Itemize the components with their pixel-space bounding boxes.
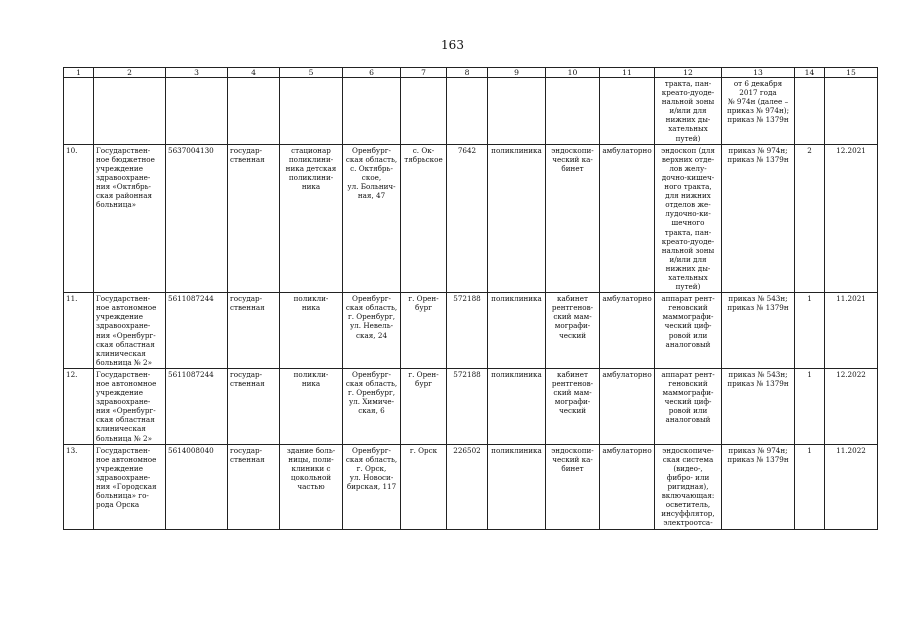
unit-cell: поликлиника [488,444,546,529]
page-number: 163 [441,38,464,52]
care-form-cell: амбулаторно [600,144,655,293]
row-number-cell: 10. [64,144,94,293]
settlement-cell: г. Орен- бург [401,293,447,369]
table-row [64,368,878,444]
column-header: 7 [401,68,447,78]
column-header: 14 [795,68,825,78]
date-cell: 12.2021 [825,144,878,293]
column-header: 12 [655,68,722,78]
date-cell: 11.2021 [825,293,878,369]
institution-name-cell: Государствен- ное автономное учреждение здравоохране- ния «Оренбург- ская областная клиническая больница № 2» [94,293,166,369]
date-cell [825,78,878,145]
order-cell: приказ № 543н; приказ № 1379н [722,293,795,369]
quantity-cell: 1 [795,368,825,444]
tax-id-cell: 5637004130 [166,144,228,293]
room-cell: кабинет рентгенов- ский мам- мографи- ческий [546,368,600,444]
tax-id-cell: 5611087244 [166,293,228,369]
row-number-cell [64,78,94,145]
tax-id-cell [166,78,228,145]
population-cell: 572188 [447,293,488,369]
ownership-cell [228,78,280,145]
institution-name-cell: Государствен- ное бюджетное учреждение здравоохране- ния «Октябрь- ская районная больница» [94,144,166,293]
table-row [64,144,878,293]
column-header: 5 [280,68,343,78]
ownership-cell: государ- ственная [228,368,280,444]
facility-cell: поликли- ника [280,293,343,369]
institution-name-cell: Государствен- ное автономное учреждение здравоохране- ния «Оренбург- ская областная клиническая больница № 2» [94,368,166,444]
equipment-cell: аппарат рент- геновский маммографи- ческий циф- ровой или аналоговый [655,368,722,444]
settlement-cell: с. Ок- тябрьское [401,144,447,293]
address-cell: Оренбург- ская область, с. Октябрь- ское, ул. Больнич- ная, 47 [343,144,401,293]
order-cell: от 6 декабря 2017 года № 974н (далее – приказ № 974н); приказ № 1379н [722,78,795,145]
quantity-cell: 1 [795,444,825,529]
column-header: 3 [166,68,228,78]
room-cell [546,78,600,145]
equipment-cell: аппарат рент- геновский маммографи- ческий циф- ровой или аналоговый [655,293,722,369]
row-number-cell: 12. [64,368,94,444]
population-cell: 572188 [447,368,488,444]
column-header: 1 [64,68,94,78]
column-header: 4 [228,68,280,78]
unit-cell [488,78,546,145]
date-cell: 12.2022 [825,368,878,444]
equipment-cell: эндоскопиче- ская система (видео-, фибро- или ригидная), включающая: осветитель, инсуффлятор, электроотса- [655,444,722,529]
column-header: 6 [343,68,401,78]
order-cell: приказ № 974н; приказ № 1379н [722,144,795,293]
column-header: 8 [447,68,488,78]
quantity-cell [795,78,825,145]
unit-cell: поликлиника [488,293,546,369]
unit-cell: поликлиника [488,144,546,293]
quantity-cell: 2 [795,144,825,293]
care-form-cell: амбулаторно [600,444,655,529]
facility-cell [280,78,343,145]
unit-cell: поликлиника [488,368,546,444]
tax-id-cell: 5611087244 [166,368,228,444]
room-cell: эндоскопи- ческий ка- бинет [546,444,600,529]
registry-table [63,67,878,530]
row-number-cell: 13. [64,444,94,529]
column-header: 9 [488,68,546,78]
address-cell: Оренбург- ская область, г. Орск, ул. Новоси- бирская, 117 [343,444,401,529]
population-cell: 226502 [447,444,488,529]
column-number-header-row [64,68,878,78]
column-header: 15 [825,68,878,78]
facility-cell: здание боль- ницы, поли- клиники с цокольной частью [280,444,343,529]
order-cell: приказ № 974н; приказ № 1379н [722,444,795,529]
settlement-cell [401,78,447,145]
equipment-cell: эндоскоп (для верхних отде- лов желу- дочно-кишеч- ного тракта, для нижних отделов же- лудочно-ки- шечного тракта, пан- креато-дуоде- нальной зоны и/или для нижних ды- хательных путей) [655,144,722,293]
facility-cell: поликли- ника [280,368,343,444]
care-form-cell: амбулаторно [600,293,655,369]
equipment-cell: тракта, пан- креато-дуоде- нальной зоны и/или для нижних ды- хательных путей) [655,78,722,145]
care-form-cell: амбулаторно [600,368,655,444]
column-header: 13 [722,68,795,78]
settlement-cell: г. Орен- бург [401,368,447,444]
table-row [64,78,878,145]
column-header: 2 [94,68,166,78]
order-cell: приказ № 543н; приказ № 1379н [722,368,795,444]
address-cell: Оренбург- ская область, г. Оренбург, ул. Химиче- ская, 6 [343,368,401,444]
room-cell: эндоскопи- ческий ка- бинет [546,144,600,293]
ownership-cell: государ- ственная [228,144,280,293]
table-row [64,444,878,529]
row-number-cell: 11. [64,293,94,369]
facility-cell: стационар поликлини- ника детская поликлини- ника [280,144,343,293]
column-header: 10 [546,68,600,78]
population-cell [447,78,488,145]
institution-name-cell: Государствен- ное автономное учреждение здравоохране- ния «Городская больница» го- рода Орска [94,444,166,529]
address-cell: Оренбург- ская область, г. Оренбург, ул. Невель- ская, 24 [343,293,401,369]
care-form-cell [600,78,655,145]
date-cell: 11.2022 [825,444,878,529]
ownership-cell: государ- ственная [228,444,280,529]
room-cell: кабинет рентгенов- ский мам- мографи- ческий [546,293,600,369]
population-cell: 7642 [447,144,488,293]
institution-name-cell [94,78,166,145]
ownership-cell: государ- ственная [228,293,280,369]
table-row [64,293,878,369]
tax-id-cell: 5614008040 [166,444,228,529]
quantity-cell: 1 [795,293,825,369]
address-cell [343,78,401,145]
column-header: 11 [600,68,655,78]
settlement-cell: г. Орск [401,444,447,529]
